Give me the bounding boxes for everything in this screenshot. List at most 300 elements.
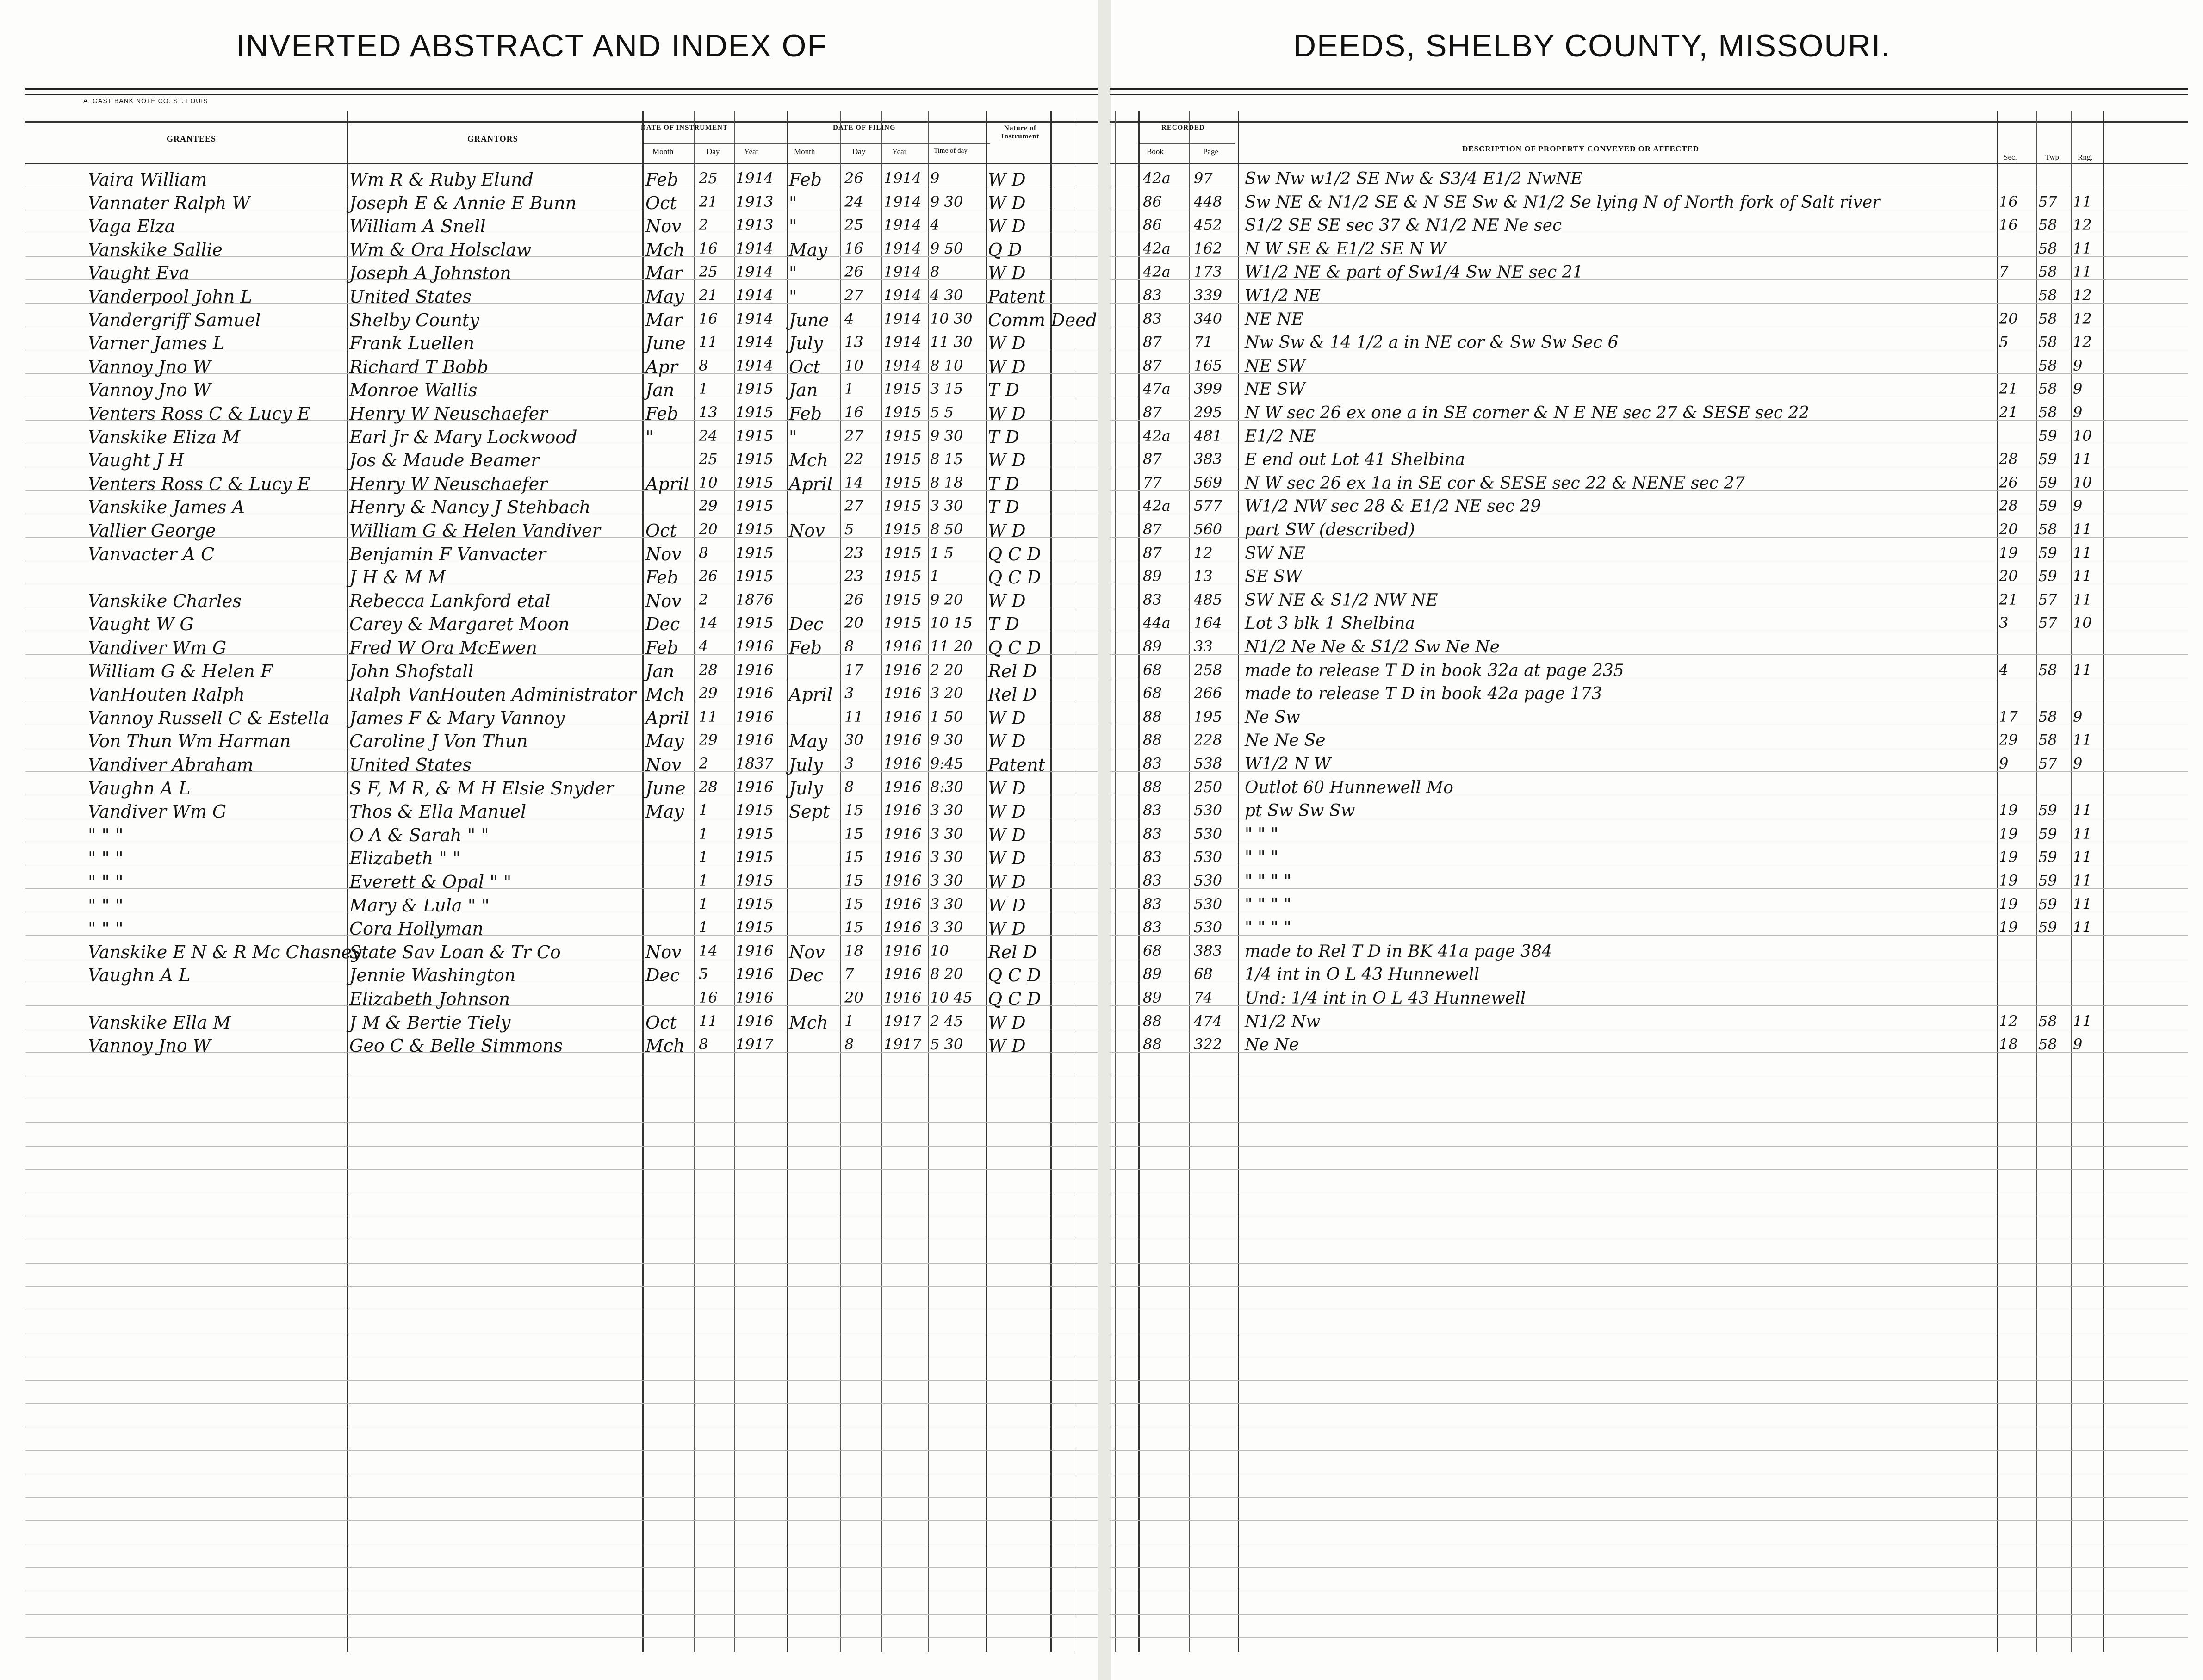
nature-cell: Comm Deed [988, 310, 1097, 330]
inst-year-cell: 1916 [736, 661, 774, 679]
ruled-line [1110, 1286, 2188, 1287]
inst-month-cell: Feb [645, 169, 679, 190]
twp-cell: 59 [2038, 918, 2057, 936]
ledger-row [0, 284, 2203, 307]
ledger-row [0, 213, 2203, 236]
grantee-cell: " " " [88, 825, 124, 845]
nature-cell: W D [988, 356, 1026, 377]
rng-cell: 11 [2073, 544, 2092, 562]
ledger-row [0, 869, 2203, 892]
book-cell: 42a [1143, 169, 1171, 187]
nature-cell: W D [988, 707, 1026, 728]
rng-cell: 11 [2073, 450, 2092, 468]
inst-month-cell: Oct [645, 521, 677, 541]
file-day-cell: 13 [844, 333, 863, 351]
file-year-cell: 1914 [884, 216, 922, 234]
twp-cell: 59 [2038, 801, 2057, 819]
file-year-cell: 1914 [884, 356, 922, 374]
time-cell: 3 20 [930, 684, 963, 702]
page-cell: 74 [1194, 989, 1213, 1006]
rng-cell: 12 [2073, 310, 2092, 328]
nature-cell: Rel D [988, 684, 1037, 705]
ledger-row [0, 330, 2203, 353]
file-year-cell: 1916 [884, 778, 922, 796]
inst-day-cell: 1 [699, 380, 708, 398]
book-cell: 88 [1143, 778, 1162, 796]
description-cell: W1/2 NE & part of Sw1/4 Sw NE sec 21 [1245, 263, 1583, 282]
inst-year-cell: 1916 [736, 1012, 774, 1030]
file-year-cell: 1916 [884, 965, 922, 983]
grantor-cell: Mary & Lula " " [349, 895, 490, 916]
page-cell: 33 [1194, 638, 1213, 655]
nature-cell: T D [988, 380, 1019, 401]
inst-month-cell: Apr [645, 356, 678, 377]
ledger-row [0, 962, 2203, 986]
header-date-filing: DATE OF FILING [833, 124, 896, 131]
inst-year-cell: 1915 [736, 567, 774, 585]
rng-cell: 11 [2073, 239, 2092, 257]
page-cell: 530 [1194, 801, 1223, 819]
ruled-line [1110, 1614, 2188, 1615]
file-year-cell: 1916 [884, 825, 922, 843]
file-year-cell: 1915 [884, 427, 922, 445]
file-year-cell: 1917 [884, 1035, 922, 1054]
inst-year-cell: 1915 [736, 450, 774, 468]
description-cell: made to release T D in book 42a page 173 [1245, 684, 1602, 704]
page-cell: 530 [1194, 848, 1223, 866]
file-year-cell: 1914 [884, 169, 922, 187]
time-cell: 1 5 [930, 544, 954, 562]
grantor-cell: Carey & Margaret Moon [349, 614, 570, 635]
grantee-cell: William G & Helen F [88, 661, 273, 682]
description-cell: Ne Ne [1245, 1035, 1299, 1055]
file-day-cell: 15 [844, 872, 863, 889]
header-inst-day: Day [707, 147, 720, 156]
page-cell: 195 [1194, 707, 1223, 725]
page-cell: 485 [1194, 590, 1223, 608]
grantee-cell: Vanskike Charles [88, 590, 242, 611]
file-year-cell: 1916 [884, 755, 922, 772]
inst-day-cell: 26 [699, 567, 718, 585]
header-page: Page [1203, 147, 1219, 156]
inst-month-cell: Nov [645, 544, 682, 564]
inst-year-cell: 1917 [736, 1035, 774, 1054]
grantor-cell: Jos & Maude Beamer [349, 450, 540, 471]
ruled-line [25, 1497, 1098, 1498]
header-time-of-day: Time of day [934, 147, 968, 155]
inst-year-cell: 1915 [736, 801, 774, 819]
file-year-cell: 1916 [884, 942, 922, 960]
twp-cell: 58 [2038, 403, 2057, 421]
page-cell: 266 [1194, 684, 1223, 702]
nature-cell: Q C D [988, 989, 1041, 1009]
rng-cell: 9 [2073, 755, 2083, 772]
grantee-cell: Vanskike James A [88, 497, 245, 518]
time-cell: 9:45 [930, 755, 963, 772]
grantor-cell: William A Snell [349, 216, 486, 237]
rng-cell: 10 [2073, 614, 2092, 632]
header-subrule-dates [643, 143, 990, 144]
header-rule-right [1110, 121, 2188, 123]
inst-year-cell: 1915 [736, 521, 774, 538]
inst-year-cell: 1913 [736, 192, 774, 211]
description-cell: N W sec 26 ex one a in SE corner & N E NE sec 27 & SESE sec 22 [1245, 403, 1810, 422]
time-cell: 11 20 [930, 638, 973, 655]
file-year-cell: 1915 [884, 403, 922, 421]
book-cell: 83 [1143, 848, 1162, 866]
time-cell: 2 20 [930, 661, 963, 679]
file-day-cell: 26 [844, 263, 863, 281]
ledger-row [0, 916, 2203, 939]
inst-year-cell: 1915 [736, 614, 774, 632]
ruled-line [25, 1122, 1098, 1123]
grantor-cell: Earl Jr & Mary Lockwood [349, 427, 577, 447]
ruled-line [25, 1286, 1098, 1287]
rng-cell: 9 [2073, 356, 2083, 374]
file-day-cell: 16 [844, 403, 863, 421]
page-cell: 97 [1194, 169, 1213, 187]
file-day-cell: 17 [844, 661, 863, 679]
sec-cell: 9 [1999, 755, 2009, 772]
ledger-row [0, 822, 2203, 845]
book-cell: 83 [1143, 895, 1162, 913]
description-cell: Sw Nw w1/2 SE Nw & S3/4 E1/2 NwNE [1245, 169, 1583, 188]
grantor-cell: Monroe Wallis [349, 380, 478, 401]
rng-cell: 11 [2073, 848, 2092, 866]
file-day-cell: 27 [844, 427, 863, 445]
nature-cell: W D [988, 1012, 1026, 1033]
file-month-cell: Oct [789, 356, 820, 377]
file-year-cell: 1915 [884, 497, 922, 515]
grantee-cell: Vandiver Wm G [88, 638, 227, 658]
ledger-row [0, 752, 2203, 775]
nature-cell: Q C D [988, 638, 1041, 658]
time-cell: 5 30 [930, 1035, 963, 1054]
inst-month-cell: Dec [645, 965, 680, 986]
inst-day-cell: 14 [699, 942, 718, 960]
time-cell: 1 [930, 567, 940, 585]
sec-cell: 26 [1999, 473, 2018, 491]
ledger-row [0, 494, 2203, 517]
grantor-cell: Fred W Ora McEwen [349, 638, 538, 658]
file-year-cell: 1915 [884, 567, 922, 585]
book-cell: 44a [1143, 614, 1171, 632]
sec-cell: 17 [1999, 707, 2018, 725]
description-cell: SW NE & S1/2 NW NE [1245, 590, 1438, 610]
grantor-cell: United States [349, 755, 472, 775]
file-year-cell: 1915 [884, 521, 922, 538]
twp-cell: 58 [2038, 216, 2057, 234]
file-day-cell: 15 [844, 848, 863, 866]
description-cell: NE SW [1245, 380, 1305, 399]
file-day-cell: 1 [844, 1012, 854, 1030]
twp-cell: 58 [2038, 286, 2057, 304]
inst-year-cell: 1915 [736, 497, 774, 515]
description-cell: Outlot 60 Hunnewell Mo [1245, 778, 1453, 797]
sec-cell: 16 [1999, 216, 2018, 234]
page-cell: 474 [1194, 1012, 1223, 1030]
description-cell: Und: 1/4 int in O L 43 Hunnewell [1245, 989, 1526, 1008]
grantee-cell: Vaughn A L [88, 965, 191, 986]
inst-month-cell: " [645, 427, 654, 447]
header-date-instrument: DATE OF INSTRUMENT [641, 124, 728, 131]
sec-cell: 29 [1999, 731, 2018, 749]
twp-cell: 57 [2038, 192, 2057, 211]
description-cell: Lot 3 blk 1 Shelbina [1245, 614, 1415, 633]
twp-cell: 59 [2038, 872, 2057, 889]
book-cell: 87 [1143, 403, 1162, 421]
inst-year-cell: 1916 [736, 638, 774, 655]
inst-day-cell: 16 [699, 989, 718, 1006]
description-cell: E1/2 NE [1245, 427, 1316, 446]
file-day-cell: 27 [844, 286, 863, 304]
twp-cell: 59 [2038, 567, 2057, 585]
grantee-cell: Vaughn A L [88, 778, 191, 799]
page-cell: 258 [1194, 661, 1223, 679]
rng-cell: 11 [2073, 918, 2092, 936]
description-cell: W1/2 N W [1245, 755, 1331, 774]
grantor-cell: Henry & Nancy J Stehbach [349, 497, 591, 518]
grantee-cell: Vanskike Ella M [88, 1012, 231, 1033]
book-cell: 86 [1143, 192, 1162, 211]
nature-cell: W D [988, 918, 1026, 939]
nature-cell: W D [988, 731, 1026, 752]
rng-cell: 11 [2073, 263, 2092, 281]
twp-cell: 58 [2038, 661, 2057, 679]
inst-day-cell: 5 [699, 965, 708, 983]
book-cell: 89 [1143, 989, 1162, 1006]
inst-year-cell: 1914 [736, 286, 774, 304]
time-cell: 3 30 [930, 497, 963, 515]
file-month-cell: July [789, 755, 823, 775]
page-cell: 71 [1194, 333, 1213, 351]
grantee-cell: Vallier George [88, 521, 216, 541]
inst-year-cell: 1916 [736, 989, 774, 1006]
file-month-cell: April [789, 684, 833, 705]
inst-year-cell: 1916 [736, 965, 774, 983]
twp-cell: 59 [2038, 848, 2057, 866]
grantor-cell: Elizabeth Johnson [349, 989, 510, 1009]
grantee-cell: Vaught J H [88, 450, 184, 471]
ruled-line [25, 1614, 1098, 1615]
file-year-cell: 1915 [884, 473, 922, 491]
time-cell: 2 45 [930, 1012, 963, 1030]
book-cell: 77 [1143, 473, 1162, 491]
ledger-row [0, 611, 2203, 634]
grantor-cell: Henry W Neuschaefer [349, 473, 548, 494]
ruled-line [1110, 1263, 2188, 1264]
inst-day-cell: 1 [699, 895, 708, 913]
inst-year-cell: 1916 [736, 707, 774, 725]
book-cell: 42a [1143, 263, 1171, 281]
inst-day-cell: 25 [699, 263, 718, 281]
header-inst-month: Month [652, 147, 674, 156]
inst-day-cell: 4 [699, 638, 708, 655]
nature-cell: Rel D [988, 942, 1037, 962]
nature-cell: Q C D [988, 567, 1041, 588]
twp-cell: 59 [2038, 825, 2057, 843]
inst-day-cell: 29 [699, 731, 718, 749]
file-day-cell: 15 [844, 825, 863, 843]
grantee-cell: Vannater Ralph W [88, 192, 250, 213]
file-day-cell: 20 [844, 989, 863, 1006]
inst-month-cell: May [645, 286, 684, 307]
nature-cell: W D [988, 1035, 1026, 1056]
header-file-day: Day [852, 147, 866, 156]
inst-day-cell: 14 [699, 614, 718, 632]
grantor-cell: State Sav Loan & Tr Co [349, 942, 561, 962]
inst-day-cell: 11 [699, 333, 718, 351]
grantee-cell: Vannoy Russell C & Estella [88, 707, 329, 728]
ledger-row [0, 705, 2203, 728]
page-cell: 322 [1194, 1035, 1223, 1054]
file-month-cell: Nov [789, 521, 825, 541]
inst-month-cell: June [645, 778, 686, 799]
nature-cell: W D [988, 216, 1026, 237]
twp-cell: 58 [2038, 707, 2057, 725]
file-year-cell: 1916 [884, 661, 922, 679]
inst-month-cell: Mar [645, 263, 683, 284]
grantor-cell: Jennie Washington [349, 965, 516, 986]
nature-cell: Patent [988, 755, 1046, 775]
inst-day-cell: 1 [699, 918, 708, 936]
file-month-cell: July [789, 333, 823, 354]
file-year-cell: 1914 [884, 192, 922, 211]
file-year-cell: 1916 [884, 638, 922, 655]
time-cell: 3 30 [930, 848, 963, 866]
ruled-line [1110, 1450, 2188, 1451]
file-day-cell: 26 [844, 169, 863, 187]
file-month-cell: Sept [789, 801, 830, 822]
header-book: Book [1147, 147, 1164, 156]
ruled-line [1110, 1380, 2188, 1381]
rng-cell: 11 [2073, 590, 2092, 608]
sec-cell: 19 [1999, 848, 2018, 866]
ruled-line [25, 1403, 1098, 1404]
grantor-cell: Rebecca Lankford etal [349, 590, 551, 611]
time-cell: 9 50 [930, 239, 963, 257]
grantor-cell: Joseph A Johnston [349, 263, 511, 284]
inst-day-cell: 11 [699, 1012, 718, 1030]
inst-day-cell: 21 [699, 192, 718, 211]
sec-cell: 12 [1999, 1012, 2018, 1030]
book-cell: 88 [1143, 707, 1162, 725]
grantee-cell: Vanvacter A C [88, 544, 215, 564]
sec-cell: 21 [1999, 403, 2018, 421]
sec-cell: 21 [1999, 590, 2018, 608]
sec-cell: 28 [1999, 497, 2018, 515]
sec-cell: 5 [1999, 333, 2009, 351]
inst-day-cell: 24 [699, 427, 718, 445]
file-month-cell: " [789, 216, 797, 237]
grantor-cell: Joseph E & Annie E Bunn [349, 192, 577, 213]
ledger-row [0, 564, 2203, 588]
ruled-line [25, 1450, 1098, 1451]
inst-year-cell: 1915 [736, 473, 774, 491]
body-rule-right [1110, 163, 2188, 164]
inst-day-cell: 25 [699, 169, 718, 187]
time-cell: 4 30 [930, 286, 963, 304]
header-description: DESCRIPTION OF PROPERTY CONVEYED OR AFFECTED [1462, 144, 1700, 153]
page-cell: 295 [1194, 403, 1223, 421]
ruled-line [25, 1263, 1098, 1264]
rng-cell: 12 [2073, 286, 2092, 304]
ruled-line [25, 1169, 1098, 1170]
inst-month-cell: Feb [645, 403, 679, 424]
grantee-cell: Varner James L [88, 333, 225, 354]
file-day-cell: 22 [844, 450, 863, 468]
inst-year-cell: 1915 [736, 872, 774, 889]
ruled-line [25, 1637, 1098, 1638]
ledger-row [0, 635, 2203, 658]
description-cell: " " " " [1245, 872, 1291, 891]
page-cell: 162 [1194, 239, 1223, 257]
grantee-cell: Vaught Eva [88, 263, 190, 284]
ruled-line [25, 1567, 1098, 1568]
book-cell: 83 [1143, 918, 1162, 936]
printer-imprint: A. GAST BANK NOTE CO. ST. LOUIS [83, 97, 208, 105]
grantee-cell: Vandiver Wm G [88, 801, 227, 822]
grantee-cell: VanHouten Ralph [88, 684, 245, 705]
grantor-cell: Geo C & Belle Simmons [349, 1035, 563, 1056]
rng-cell: 12 [2073, 216, 2092, 234]
page-cell: 340 [1194, 310, 1223, 328]
header-subrule-recorded [1138, 143, 1235, 144]
file-year-cell: 1914 [884, 310, 922, 328]
grantee-cell: Venters Ross C & Lucy E [88, 403, 310, 424]
file-month-cell: Dec [789, 614, 824, 635]
page-cell: 448 [1194, 192, 1223, 211]
nature-cell: W D [988, 403, 1026, 424]
grantee-cell: " " " [88, 918, 124, 939]
ruled-line [25, 1146, 1098, 1147]
time-cell: 9 30 [930, 192, 963, 211]
sec-cell: 20 [1999, 567, 2018, 585]
file-year-cell: 1916 [884, 895, 922, 913]
description-cell: Sw NE & N1/2 SE & N SE Sw & N1/2 Se lying N of North fork of Salt river [1245, 192, 1880, 212]
rng-cell: 11 [2073, 661, 2092, 679]
ledger-row [0, 377, 2203, 400]
body-rule-left [25, 163, 1098, 164]
twp-cell: 58 [2038, 310, 2057, 328]
time-cell: 4 [930, 216, 940, 234]
rng-cell: 9 [2073, 403, 2083, 421]
inst-year-cell: 1915 [736, 895, 774, 913]
grantee-cell: Vannoy Jno W [88, 356, 211, 377]
file-day-cell: 30 [844, 731, 863, 749]
grantee-cell: Vanskike Sallie [88, 239, 223, 260]
ledger-row [0, 799, 2203, 822]
file-year-cell: 1916 [884, 707, 922, 725]
book-cell: 89 [1143, 638, 1162, 655]
file-month-cell: Feb [789, 638, 822, 658]
book-cell: 83 [1143, 310, 1162, 328]
description-cell: made to release T D in book 32a at page 235 [1245, 661, 1624, 680]
inst-month-cell: May [645, 731, 684, 752]
grantor-cell: O A & Sarah " " [349, 825, 489, 845]
inst-month-cell: Nov [645, 590, 682, 611]
grantee-cell: Vannoy Jno W [88, 380, 211, 401]
book-cell: 68 [1143, 684, 1162, 702]
twp-cell: 58 [2038, 521, 2057, 538]
twp-cell: 58 [2038, 356, 2057, 374]
grantor-cell: Wm R & Ruby Elund [349, 169, 534, 190]
ledger-row [0, 845, 2203, 868]
twp-cell: 58 [2038, 333, 2057, 351]
time-cell: 10 45 [930, 989, 973, 1006]
file-month-cell: June [789, 310, 829, 330]
book-cell: 83 [1143, 872, 1162, 889]
